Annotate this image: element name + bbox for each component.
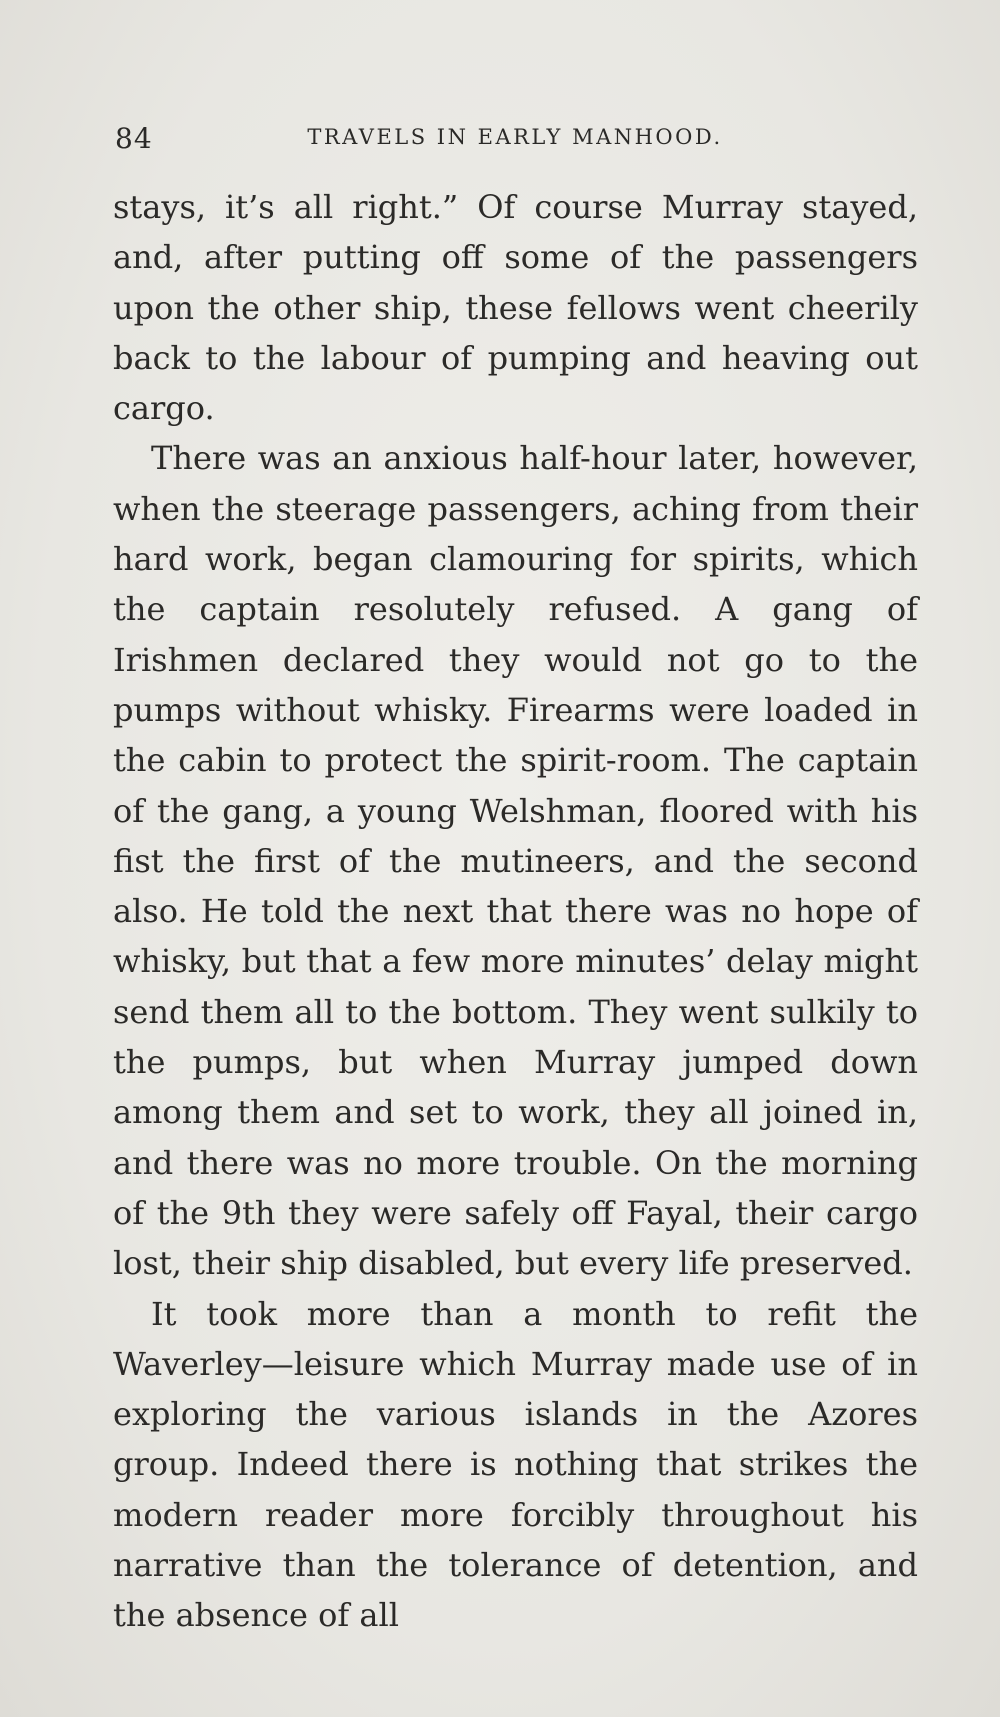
paragraph-continued: stays, it’s all right.” Of course Murray stayed, and, after putting off some of the passengers upon the other ship, these fellows went cheerily back to the labour of pumping and heaving out cargo. <box>113 188 918 428</box>
page-number: 84 <box>115 122 153 155</box>
paragraph-mutiny: There was an anxious half-hour later, however, when the steerage passengers, aching from their hard work, began clamouring for spirits, which the captain resolutely refused. A gang of Irishmen declared they would not go to the pumps without whisky. Firearms were loaded in the cabin to protect the spirit-room. The captain of the gang, a young Welshman, floored with his fist the first of the mutineers, and the second also. He told the next that there was no hope of whisky, but that a few more minutes’ delay might send them all to the bottom. They went sulkily to the pumps, but when Murray jumped down among them and set to work, they all joined in, and there was no more trouble. On the morning of the 9th they were safely off Fayal, their cargo lost, their ship disabled, but every life preserved. <box>113 439 918 1283</box>
running-head <box>115 122 915 162</box>
body-text <box>113 182 918 1641</box>
running-title: TRAVELS IN EARLY MANHOOD. <box>307 125 723 149</box>
paragraph-azores: It took more than a month to refit the Waverley—leisure which Murray made use of in exploring the various islands in the Azores group. Indeed there is nothing that strikes the modern reader more forcibly throughout his narrative than the tolerance of detention, and the absence of all <box>113 1294 918 1635</box>
